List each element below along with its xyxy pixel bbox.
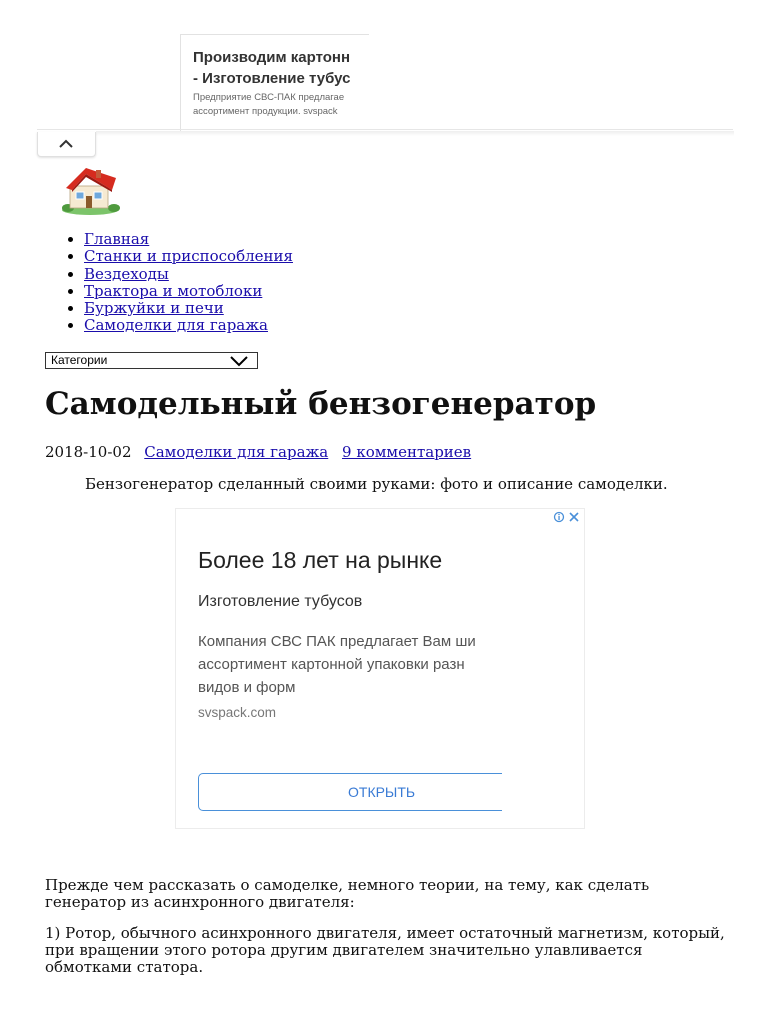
categories-select-value: Категории xyxy=(51,353,108,367)
house-icon xyxy=(60,164,120,216)
main-nav xyxy=(45,231,293,335)
nav-item-stoves xyxy=(84,300,293,317)
article-category-link[interactable]: Самоделки для гаража xyxy=(144,443,329,461)
article-intro: Бензогенератор сделанный своими руками: фото и описание самоделки. xyxy=(85,475,668,493)
ad-bar-divider xyxy=(37,129,733,130)
adchoices-icon[interactable] xyxy=(553,511,581,526)
nav-item-offroad xyxy=(84,266,293,283)
inline-ad[interactable] xyxy=(175,508,585,829)
ad-description: Компания СВС ПАК предлагает Вам ши ассортимент картонной упаковки разн видов и форм xyxy=(198,633,476,696)
nav-link-machines[interactable]: Станки и приспособления xyxy=(84,247,293,266)
nav-link-stoves[interactable]: Буржуйки и печи xyxy=(84,299,224,318)
nav-item-garage xyxy=(84,317,293,334)
nav-item-tractors xyxy=(84,283,293,300)
chevron-down-icon xyxy=(229,355,249,367)
ad-open-button[interactable]: ОТКРЫТЬ xyxy=(198,773,502,811)
chevron-up-icon xyxy=(58,138,74,149)
ad-domain: svspack.com xyxy=(198,705,277,720)
collapse-ad-button[interactable] xyxy=(37,132,96,157)
top-ad-description: Предприятие СВС-ПАК предлагае ассортимент продукции. svspack xyxy=(193,92,345,117)
nav-link-offroad[interactable]: Вездеходы xyxy=(84,264,169,283)
nav-link-home[interactable]: Главная xyxy=(84,230,150,248)
article-date: 2018-10-02 xyxy=(45,443,132,461)
article-meta xyxy=(45,443,480,461)
page-title: Самодельный бензогенератор xyxy=(45,386,597,422)
site-logo[interactable] xyxy=(60,164,120,216)
nav-item-machines xyxy=(84,248,293,265)
ad-subheadline: Изготовление тубусов xyxy=(198,593,363,610)
article-comments-link[interactable]: 9 комментариев xyxy=(342,443,472,461)
nav-link-garage[interactable]: Самоделки для гаража xyxy=(84,316,268,335)
nav-item-home xyxy=(84,231,293,248)
ad-headline[interactable]: Более 18 лет на рынке xyxy=(198,547,443,573)
ad-bar-shadow xyxy=(96,131,734,136)
article-paragraph-2: 1) Ротор, обычного асинхронного двигателя, имеет остаточный магнетизм, который, при вращении этого ротора другим двигателем значительно улавливается обмотками статора. xyxy=(45,924,725,976)
article-paragraph-1: Прежде чем рассказать о самоделке, немного теории, на тему, как сделать генератор из асинхронного двигателя: xyxy=(45,876,650,911)
top-ad-banner[interactable] xyxy=(180,34,369,132)
categories-select[interactable] xyxy=(45,352,258,369)
nav-link-tractors[interactable]: Трактора и мотоблоки xyxy=(84,281,263,300)
inline-ad-content xyxy=(176,509,502,829)
close-icon[interactable] xyxy=(570,513,578,521)
top-ad-title: Производим картонн - Изготовление тубус xyxy=(193,49,351,87)
